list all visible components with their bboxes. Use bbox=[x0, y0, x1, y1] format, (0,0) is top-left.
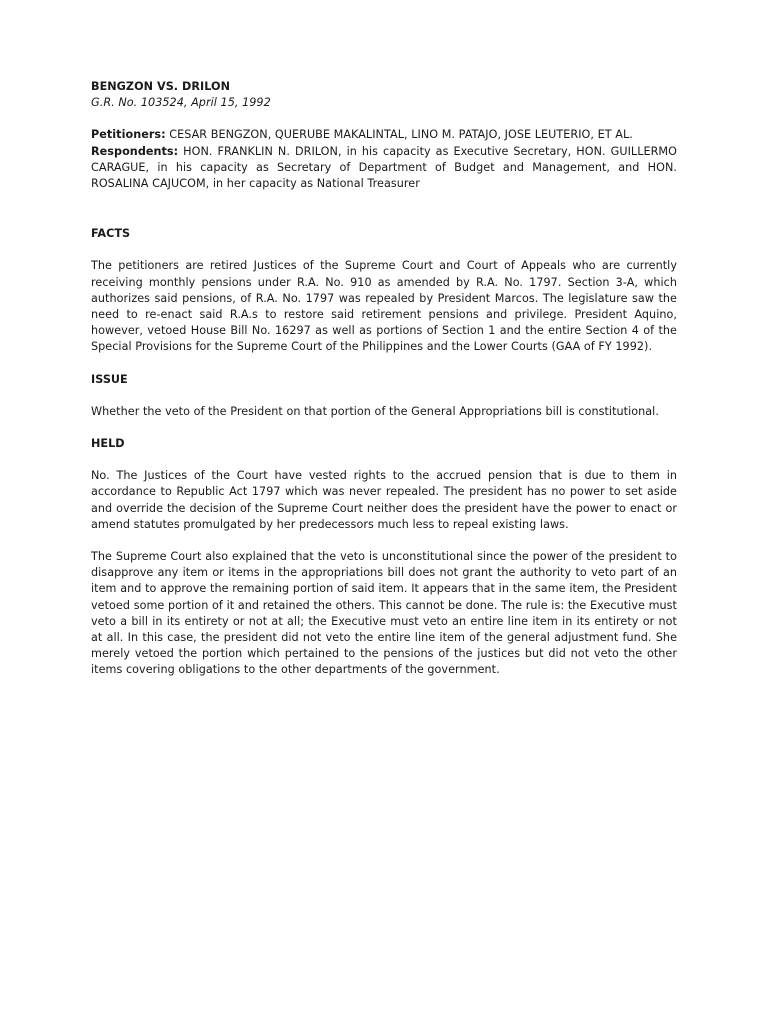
held-paragraph-1: No. The Justices of the Court have vested rights to the accrued pension that is due to them in accordance to Republic Act 1797 which was never repealed. The president has no power to set aside and override the decision of the Supreme Court neither does the president have the power to enact or amend statutes promulgated by her predecessors much less to repeal existing laws. bbox=[91, 469, 677, 531]
facts-paragraph: The petitioners are retired Justices of the Supreme Court and Court of Appeals who are currently receiving monthly pensions under R.A. No. 910 as amended by R.A. No. 1797. Section 3-A, which authorizes said pensions, of R.A. No. 1797 was repealed by President Marcos. The legislature saw the need to re-enact said R.A.s to restore said retirement pensions and privilege. President Aquino, however, vetoed House Bill No. 16297 as well as portions of Section 1 and the entire Section 4 of the Special Provisions for the Supreme Court of the Philippines and the Lower Courts (GAA of FY 1992). bbox=[91, 259, 677, 354]
respondents-label: Respondents: bbox=[91, 144, 179, 158]
held-paragraph-2: The Supreme Court also explained that the veto is unconstitutional since the power of the president to disapprove any item or items in the appropriations bill does not grant the authority to veto part of an item and to approve the remaining portion of said item. It appears that in the same item, the President vetoed some portion of it and retained the others. This cannot be done. The rule is: the Executive must veto a bill in its entirety or not at all; the Executive must veto an entire line item in its entirety or not at all. In this case, the president did not veto the entire line item of the general adjustment fund. She merely vetoed the portion which pertained to the pensions of the justices but did not veto the other items covering obligations to the other departments of the government. bbox=[91, 550, 677, 677]
facts-heading: FACTS bbox=[91, 227, 131, 241]
case-title: BENGZON VS. DRILON bbox=[91, 80, 231, 93]
petitioners-text: CESAR BENGZON, QUERUBE MAKALINTAL, LINO M. PATAJO, JOSE LEUTERIO, ET AL. bbox=[165, 128, 633, 142]
parties-block bbox=[91, 127, 677, 192]
respondents-text: HON. FRANKLIN N. DRILON, in his capacity as Executive Secretary, HON. GUILLERMO CARAGUE, in his capacity as Secretary of Department of Budget and Management, and HON. ROSALINA CAJUCOM, in her capacity as National Treasurer bbox=[91, 144, 677, 191]
petitioners-label: Petitioners: bbox=[91, 128, 166, 142]
case-citation: G.R. No. 103524, April 15, 1992 bbox=[91, 96, 271, 110]
issue-heading: ISSUE bbox=[91, 372, 128, 386]
held-heading: HELD bbox=[91, 437, 125, 451]
issue-paragraph: Whether the veto of the President on that portion of the General Appropriations bill is constitutional. bbox=[91, 404, 659, 418]
